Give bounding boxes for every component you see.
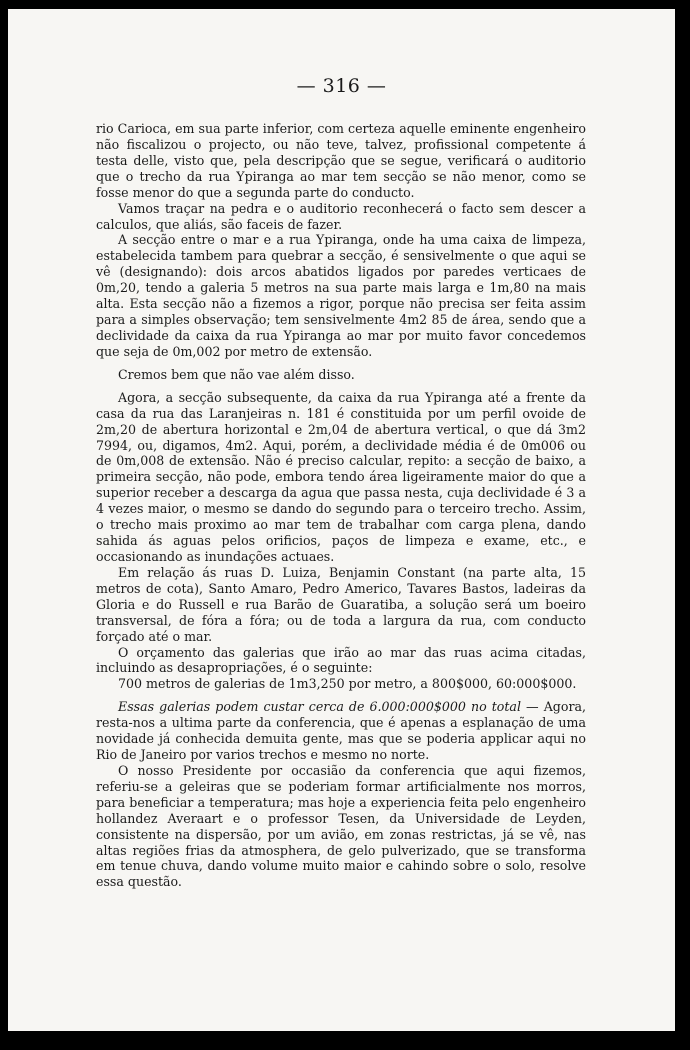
paragraph-5: Agora, a secção subsequente, da caixa da rua Ypiranga até a frente da casa da rua das Laranjeiras n. 181 é constituida por um perfil ovoide de 2m,20 de abertura horizontal e 2m,04 de abertura vertical, o que dá 3m2 7994, ou, digamos, 4m2. Aqui, porém, a declividade média é de 0m006 ou de 0m,008 de extensão. Não é preciso calcular, repito: a secção de baixo, a primeira secção, não pode, embora tendo área ligeiramente maior do que a superior receber a descarga da agua que passa nesta, cuja declividade é 3 a 4 vezes maior, o mesmo se dando do segundo para o terceiro trecho. Assim, o trecho mais proximo ao mar tem de trabalhar com carga plena, dando sahida ás aguas pelos orificios, paços de limpeza e exame, etc., e occasionando as inundações actuaes.	[96, 389, 586, 564]
paragraph-9-text: Agora, resta-nos a ultima parte da conferencia, que é apenas a esplanação de uma novidade já conhecida demuita gente, mas que se poderia applicar aqui no Rio de Janeiro por varios trechos e mesmo no norte.	[96, 699, 586, 763]
paragraph-10: O nosso Presidente por occasião da conferencia que aqui fizemos, referiu-se a geleiras que se poderiam formar artificialmente nos morros, para beneficiar a temperatura; mas hoje a experiencia feita pelo engenheiro hollandez Averaart e o professor Tesen, da Universidade de Leyden, consistente na dispersão, por um avião, em zonas restrictas, já se vê, nas altas regiões frias da atmosphera, de gelo pulverizado, que se transforma em tenue chuva, dando volume muito maior e cahindo sobre o solo, resolve essa questão.	[96, 762, 586, 890]
paragraph-4: Cremos bem que não vae além disso.	[118, 366, 355, 382]
paragraph-2: Vamos traçar na pedra e o auditorio reconhecerá o facto sem descer a calculos, que aliás, são faceis de fazer.	[96, 200, 586, 232]
paragraph-7: O orçamento das galerias que irão ao mar das ruas acima citadas, incluindo as desapropriações, é o seguinte:	[96, 644, 586, 676]
paragraph-8: 700 metros de galerias de 1m3,250 por metro, a 800$000, 60:000$000.	[118, 676, 577, 692]
body-text	[96, 121, 586, 890]
paragraph-1: rio Carioca, em sua parte inferior, com certeza aquelle eminente engenheiro não fiscalizou o projecto, ou não teve, talvez, profissional competente á testa delle, visto que, pela descripção que se segue, verificará o auditorio que o trecho da rua Ypiranga ao mar tem secção se não menor, como se fosse menor do que a segunda parte do conducto.	[96, 121, 586, 200]
paragraph-3: A secção entre o mar e a rua Ypiranga, onde ha uma caixa de limpeza, estabelecida tambem para quebrar a secção, é sensivelmente o que aqui se vê (designando): dois arcos abatidos ligados por paredes verticaes de 0m,20, tendo a galeria 5 metros na sua parte mais larga e 1m,80 na mais alta. Esta secção não a fizemos a rigor, porque não precisa ser feita assim para a simples observação; tem sensivelmente 4m2 85 de área, sendo que a declividade da caixa da rua Ypiranga ao mar por muito favor concedemos que seja de 0m,002 por metro de extensão.	[96, 232, 586, 359]
italic-lead: Essas galerias podem custar cerca de 6.000:000$000 no total —	[118, 699, 539, 715]
paragraph-9	[96, 699, 586, 763]
paragraph-6: Em relação ás ruas D. Luiza, Benjamin Constant (na parte alta, 15 metros de cota), Santo Amaro, Pedro Americo, Tavares Bastos, ladeiras da Gloria e do Russell e rua Barão de Guaratiba, a solução será um boeiro transversal, de fóra a fóra; ou de toda a largura da rua, com conducto forçado até o mar.	[96, 564, 586, 644]
page-number: — 316 —	[296, 75, 387, 97]
scanned-page	[8, 9, 675, 1031]
